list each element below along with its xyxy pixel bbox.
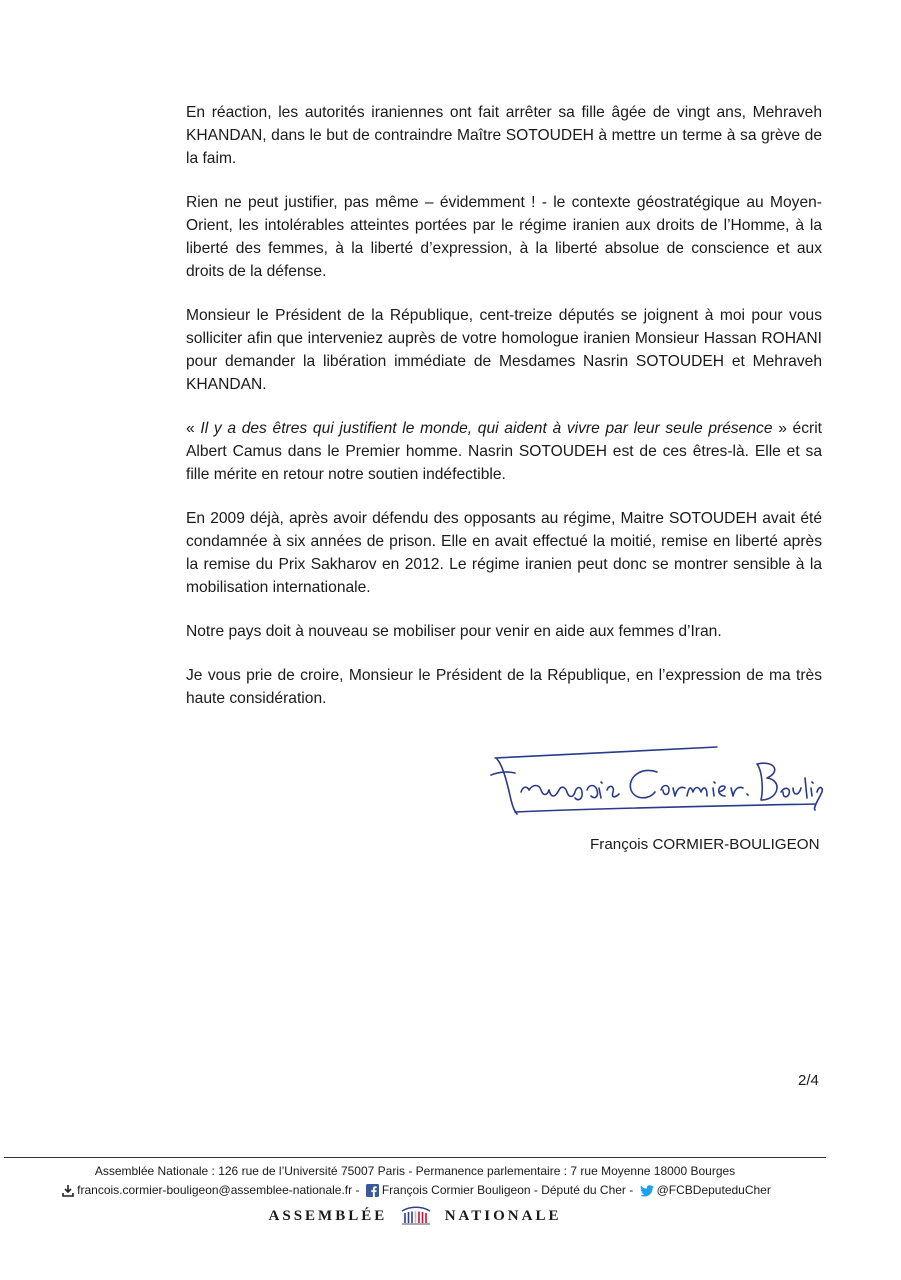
paragraph-quote — [186, 417, 822, 486]
download-icon — [62, 1184, 74, 1201]
paragraph: En réaction, les autorités iraniennes ont fait arrêter sa fille âgée de vingt ans, Mehraveh KHANDAN, dans le but de contraindre Maître SOTOUDEH à mettre un terme à sa grève de la faim. — [186, 104, 822, 167]
quote-open: « — [186, 420, 201, 437]
quote-rest: » écrit Albert Camus dans le Premier homme. Nasrin SOTOUDEH est de ces êtres-là. Elle et sa fille mérite en retour notre soutien indéfectible. — [186, 420, 823, 483]
logo-text-right: NATIONALE — [444, 1208, 562, 1224]
handwritten-signature — [485, 742, 825, 822]
paragraph: Rien ne peut justifier, pas même – évidemment ! - le contexte géostratégique au Moyen-Orient, les intolérables atteintes portées par le régime iranien aux droits de l’Homme, à la liberté des femmes, à la liberté d’expression, à la liberté absolue de conscience et aux droits de la défense. — [186, 194, 822, 280]
hemicycle-logo-icon — [400, 1205, 432, 1230]
twitter-icon[interactable] — [640, 1185, 654, 1201]
footer-contacts — [0, 1182, 830, 1201]
signatory-name: François CORMIER-BOULIGEON — [590, 836, 820, 853]
facebook-icon[interactable] — [366, 1184, 379, 1201]
separator: - — [352, 1183, 363, 1197]
closing-paragraph: Je vous prie de croire, Monsieur le Président de la République, en l’expression de ma très haute considération. — [186, 667, 822, 707]
email-link[interactable]: francois.cormier-bouligeon@assemblee-nationale.fr — [77, 1183, 353, 1197]
camus-quote: Il y a des êtres qui justifient le monde, qui aident à vivre par leur seule présence — [200, 420, 773, 437]
twitter-link[interactable]: @FCBDeputeduCher — [656, 1183, 771, 1197]
paragraph: Notre pays doit à nouveau se mobiliser pour venir en aide aux femmes d’Iran. — [186, 623, 722, 640]
separator: - — [625, 1183, 637, 1197]
footer-address: Assemblée Nationale : 126 rue de l’Université 75007 Paris - Permanence parlementaire : 7 rue Moyenne 18000 Bourges — [94, 1164, 736, 1178]
facebook-link[interactable]: François Cormier Bouligeon - Député du Cher — [381, 1183, 626, 1197]
paragraph: Monsieur le Président de la République, cent-treize députés se joignent à moi pour vous solliciter afin que interveniez auprès de votre homologue iranien Monsieur Hassan ROHANI pour demander la libération immédiate de Mesdames Nasrin SOTOUDEH et Mehraveh KHANDAN. — [186, 307, 822, 393]
page-number: 2/4 — [798, 1072, 819, 1089]
footer-divider — [4, 1157, 826, 1158]
logo-text-left: ASSEMBLÉE — [268, 1208, 388, 1224]
paragraph: En 2009 déjà, après avoir défendu des opposants au régime, Maitre SOTOUDEH avait été condamnée à six années de prison. Elle en avait effectué la moitié, remise en liberté après la remise du Prix Sakharov en 2012. Le régime iranien peut donc se montrer sensible à la mobilisation internationale. — [186, 510, 822, 596]
assemblee-nationale-logo — [0, 1205, 830, 1230]
letter-body — [186, 101, 822, 731]
